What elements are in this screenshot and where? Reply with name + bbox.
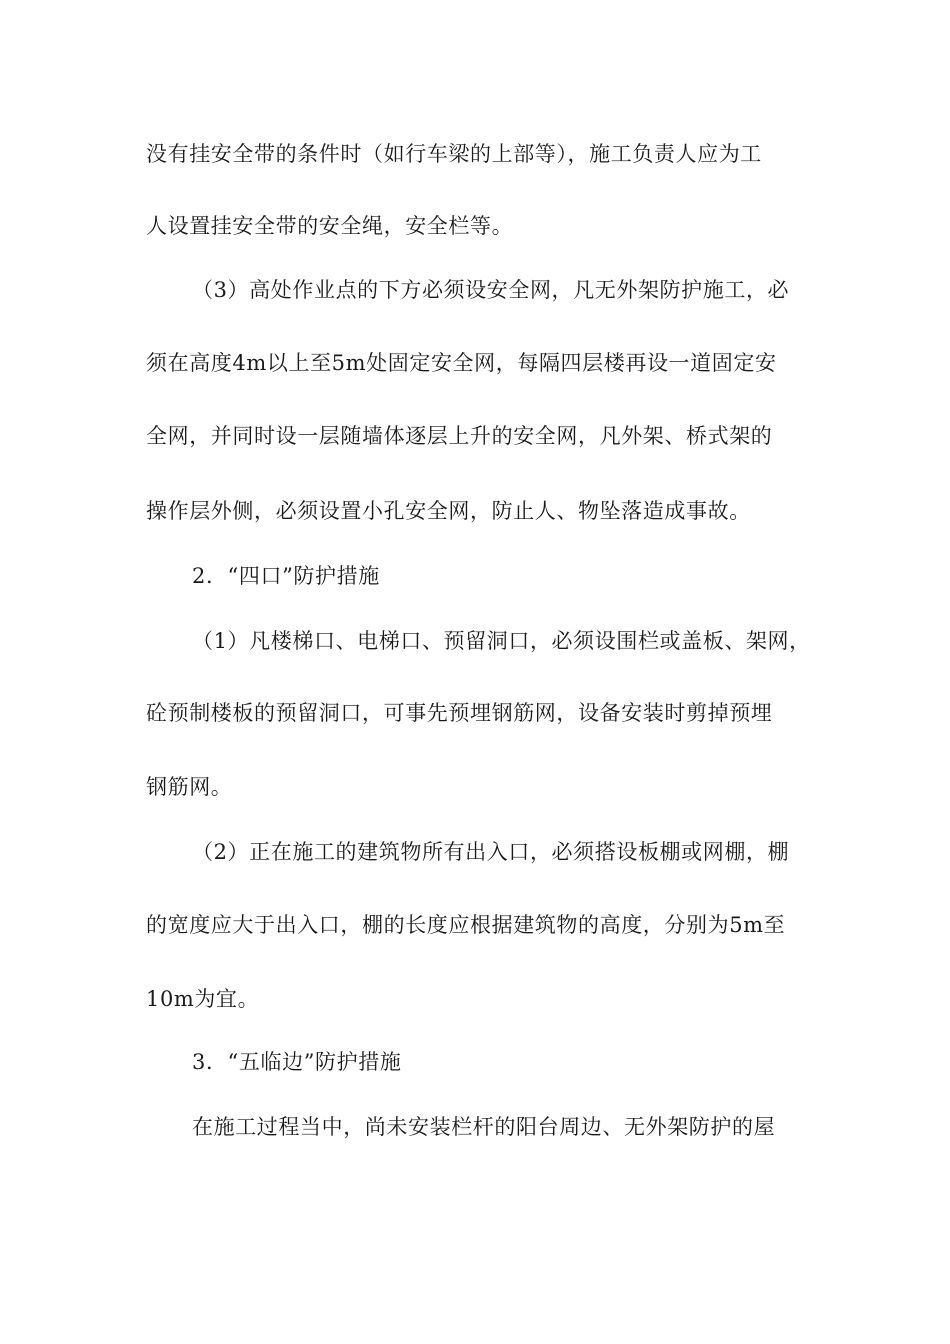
text-line: （1）凡楼梯口、电梯口、预留洞口，必须设围栏或盖板、架网，: [192, 629, 811, 653]
text-line: 钢筋网。: [146, 775, 233, 799]
text-line: （2）正在施工的建筑物所有出入口，必须搭设板棚或网棚，棚: [192, 840, 790, 864]
text-line: 全网，并同时设一层随墙体逐层上升的安全网，凡外架、桥式架的: [146, 424, 773, 448]
text-line: 的宽度应大于出入口，棚的长度应根据建筑物的高度，分别为5m至: [146, 913, 786, 937]
text-line: 须在高度4m以上至5m处固定安全网，每隔四层楼再设一道固定安: [146, 351, 777, 375]
text-line: 在施工过程当中，尚未安装栏杆的阳台周边、无外架防护的屋: [192, 1115, 776, 1139]
text-line: （3）高处作业点的下方必须设安全网，凡无外架防护施工，必: [192, 278, 790, 302]
text-line: 操作层外侧，必须设置小孔安全网，防止人、物坠落造成事故。: [146, 499, 751, 523]
text-line: 10m为宜。: [146, 987, 260, 1011]
text-line: 没有挂安全带的条件时（如行车梁的上部等），施工负责人应为工: [146, 142, 762, 166]
section-heading: 2．“四口”防护措施: [192, 564, 380, 588]
text-line: 人设置挂安全带的安全绳，安全栏等。: [146, 214, 514, 238]
section-heading: 3．“五临边”防护措施: [192, 1050, 402, 1074]
text-line: 砼预制楼板的预留洞口，可事先预埋钢筋网，设备安装时剪掉预埋: [146, 701, 773, 725]
